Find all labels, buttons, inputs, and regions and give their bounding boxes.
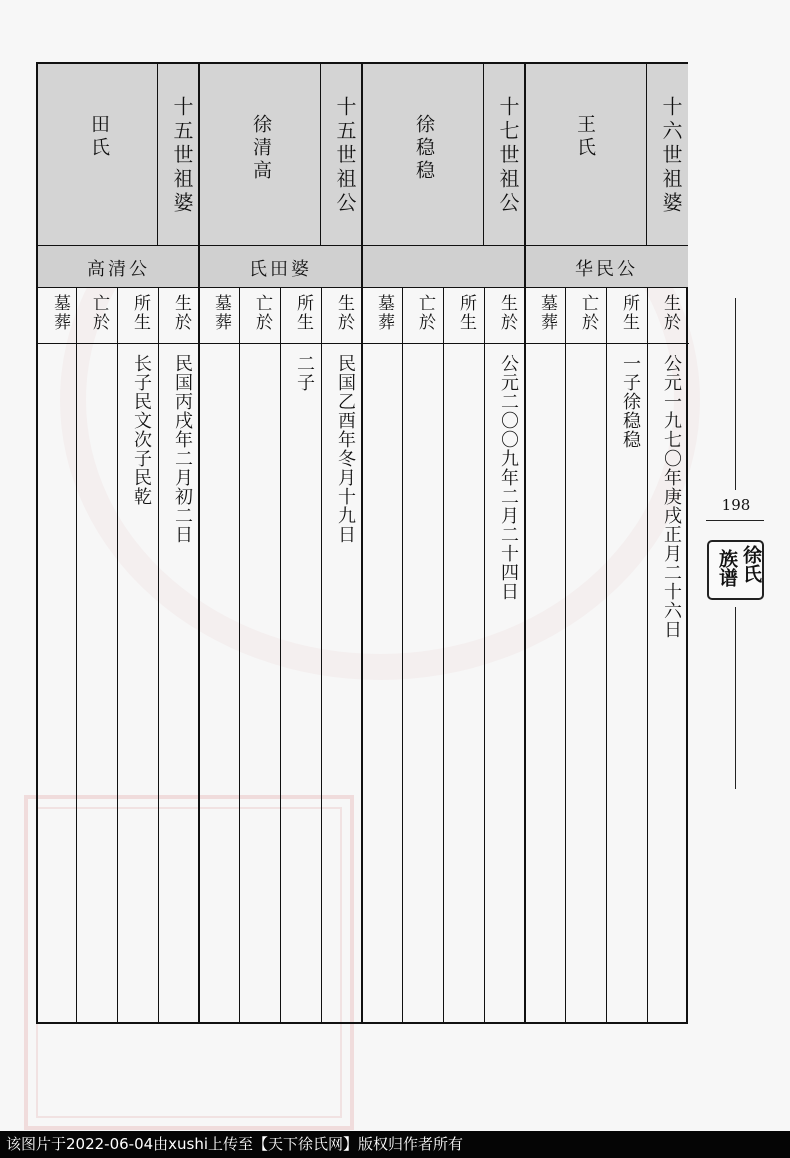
- block-divider: [361, 64, 363, 1022]
- column-label: 亡於: [578, 294, 598, 332]
- column-label: 墓葬: [537, 294, 557, 332]
- spouse-label: 华民公: [575, 259, 638, 280]
- record-header: [38, 64, 199, 246]
- record-column: [444, 288, 485, 1022]
- generation-title: 十六世祖婆: [659, 96, 683, 216]
- record-column: [77, 288, 118, 1022]
- column-label: 所生: [619, 294, 639, 332]
- record-column: [281, 288, 322, 1022]
- spouse-label: 高清公: [87, 259, 150, 280]
- person-name: 徐稳稳: [413, 114, 435, 183]
- record-column: [199, 288, 240, 1022]
- column-label: 墓葬: [374, 294, 394, 332]
- column-label: 生於: [171, 294, 191, 332]
- logo-text-right: 徐氏: [740, 545, 762, 583]
- genealogy-logo: [707, 540, 764, 600]
- record-column: [485, 288, 526, 1022]
- column-label: 生於: [660, 294, 680, 332]
- record-column: [566, 288, 607, 1022]
- record-block-1: [525, 64, 688, 1022]
- person-name: 王氏: [574, 114, 596, 160]
- column-label: 亡於: [252, 294, 272, 332]
- column-label: 墓葬: [211, 294, 231, 332]
- genealogy-table: [36, 62, 688, 1024]
- column-label: 生於: [334, 294, 354, 332]
- margin-line-top: [735, 298, 736, 490]
- record-column: [118, 288, 159, 1022]
- spouse-band: [362, 246, 525, 288]
- record-header: [362, 64, 525, 246]
- person-name: 徐清高: [250, 114, 272, 183]
- record-column: [240, 288, 281, 1022]
- column-value: 公元一九七〇年庚戌正月二十六日: [661, 354, 682, 639]
- person-name: 田氏: [88, 114, 110, 160]
- margin-line-bottom: [735, 607, 736, 789]
- column-label: 亡於: [415, 294, 435, 332]
- record-block-3: [199, 64, 362, 1022]
- column-label: 墓葬: [50, 294, 70, 332]
- column-label: 所生: [130, 294, 150, 332]
- logo-text-left: 族谱: [716, 549, 738, 587]
- record-block-2: [362, 64, 525, 1022]
- column-value: 公元二〇〇九年二月二十四日: [498, 354, 519, 601]
- column-value: 民国丙戌年二月初二日: [172, 354, 193, 544]
- generation-title: 十五世祖公: [333, 96, 357, 216]
- column-label: 亡於: [89, 294, 109, 332]
- column-value: 长子民文次子民乾: [131, 354, 152, 506]
- record-column: [607, 288, 648, 1022]
- spouse-label: 氏田婆: [249, 259, 312, 280]
- spouse-band: [199, 246, 362, 288]
- column-value: 民国乙酉年冬月十九日: [335, 354, 356, 544]
- record-column: [648, 288, 689, 1022]
- column-label: 生於: [497, 294, 517, 332]
- record-block-4: [38, 64, 199, 1022]
- block-divider: [198, 64, 200, 1022]
- column-value: 一子徐稳稳: [620, 354, 641, 449]
- record-column: [525, 288, 566, 1022]
- record-column: [322, 288, 363, 1022]
- record-column: [159, 288, 200, 1022]
- page-number: 198: [721, 496, 751, 514]
- spouse-band: [38, 246, 199, 288]
- generation-title: 十七世祖公: [496, 96, 520, 216]
- page-number-rule: [706, 520, 764, 521]
- record-header: [199, 64, 362, 246]
- column-label: 所生: [456, 294, 476, 332]
- column-label: 所生: [293, 294, 313, 332]
- upload-footer: 该图片于2022-06-04由xushi上传至【天下徐氏网】版权归作者所有: [0, 1131, 790, 1158]
- record-column: [362, 288, 403, 1022]
- record-column: [38, 288, 77, 1022]
- spouse-band: [525, 246, 688, 288]
- record-column: [403, 288, 444, 1022]
- generation-title: 十五世祖婆: [170, 96, 194, 216]
- block-divider: [524, 64, 526, 1022]
- column-value: 二子: [294, 354, 315, 392]
- record-header: [525, 64, 688, 246]
